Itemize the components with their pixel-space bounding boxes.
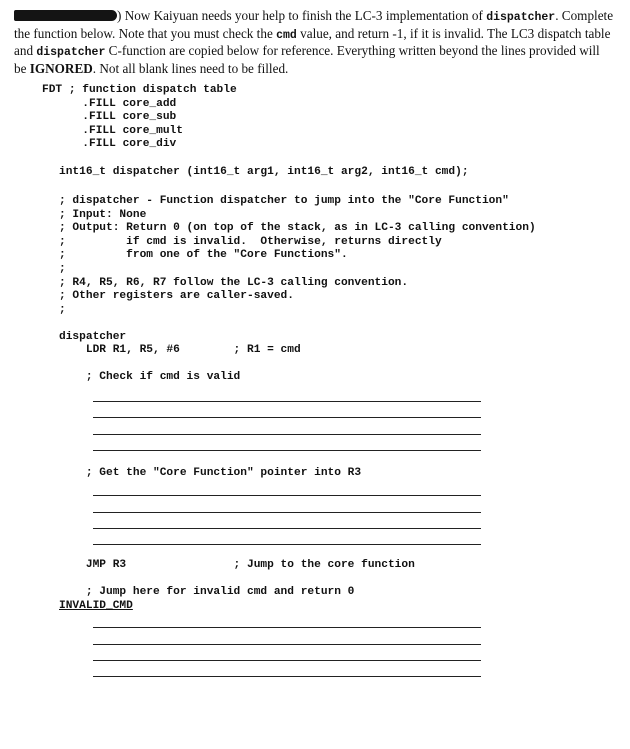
answer-line[interactable] (93, 434, 481, 435)
comment-line: ; Input: None (59, 208, 147, 221)
redacted-problem-number (14, 10, 117, 21)
answer-line[interactable] (93, 528, 481, 529)
check-comment: ; Check if cmd is valid (59, 371, 241, 383)
comment-line: ; (59, 262, 66, 275)
keyword-dispatcher: dispatcher (36, 46, 106, 59)
problem-text: . Not all blank lines need to be filled. (92, 60, 289, 76)
get-pointer-comment: ; Get the "Core Function" pointer into R3 (59, 467, 362, 479)
answer-line[interactable] (93, 627, 481, 628)
keyword-dispatcher: dispatcher (486, 11, 556, 24)
comment-line: ; if cmd is invalid. Otherwise, returns directly (59, 235, 442, 248)
header-comments (59, 195, 536, 317)
answer-line[interactable] (93, 401, 481, 402)
routine-label: dispatcher (59, 331, 127, 343)
invalid-cmd-label: INVALID_CMD (59, 600, 133, 612)
fdt-line: .FILL core_div (42, 138, 177, 151)
jmp-instruction: JMP R3 ; Jump to the core function (59, 559, 415, 571)
comment-line: ; R4, R5, R6, R7 follow the LC-3 calling convention. (59, 276, 409, 289)
invalid-comment: ; Jump here for invalid cmd and return 0 (59, 586, 355, 598)
problem-text: ) Now Kaiyuan needs your help to finish the LC-3 implementation of (117, 8, 487, 23)
function-prototype: int16_t dispatcher (int16_t arg1, int16_t arg2, int16_t cmd); (59, 166, 469, 178)
dispatch-table (42, 84, 237, 152)
keyword-cmd: cmd (276, 28, 297, 42)
problem-text: C-function are copied below for reference. Everything written beyond the lines provided will be (14, 43, 600, 76)
answer-line[interactable] (93, 512, 481, 513)
fdt-line: .FILL core_mult (42, 124, 183, 137)
answer-line[interactable] (93, 676, 481, 677)
answer-line[interactable] (93, 417, 481, 418)
answer-line[interactable] (93, 644, 481, 645)
answer-line[interactable] (93, 495, 481, 496)
fdt-line: .FILL core_add (42, 97, 177, 110)
answer-line[interactable] (93, 450, 481, 451)
comment-line: ; (59, 303, 66, 316)
problem-statement (14, 8, 614, 76)
comment-line: ; from one of the "Core Functions". (59, 249, 348, 262)
ignored-emphasis: IGNORED (29, 60, 93, 76)
problem-text: value, and return -1, if it is invalid. The LC3 dispatch table and (14, 25, 611, 58)
answer-line[interactable] (93, 544, 481, 545)
comment-line: ; dispatcher - Function dispatcher to jump into the "Core Function" (59, 195, 509, 207)
ldr-instruction: LDR R1, R5, #6 ; R1 = cmd (59, 344, 301, 356)
fdt-line: .FILL core_sub (42, 111, 177, 124)
answer-line[interactable] (93, 660, 481, 661)
problem-text: . Complete the function below. Note that you must check the (14, 8, 614, 41)
comment-line: ; Other registers are caller-saved. (59, 290, 294, 303)
fdt-line: FDT ; function dispatch table (42, 84, 237, 96)
comment-line: ; Output: Return 0 (on top of the stack, as in LC-3 calling convention) (59, 222, 536, 235)
